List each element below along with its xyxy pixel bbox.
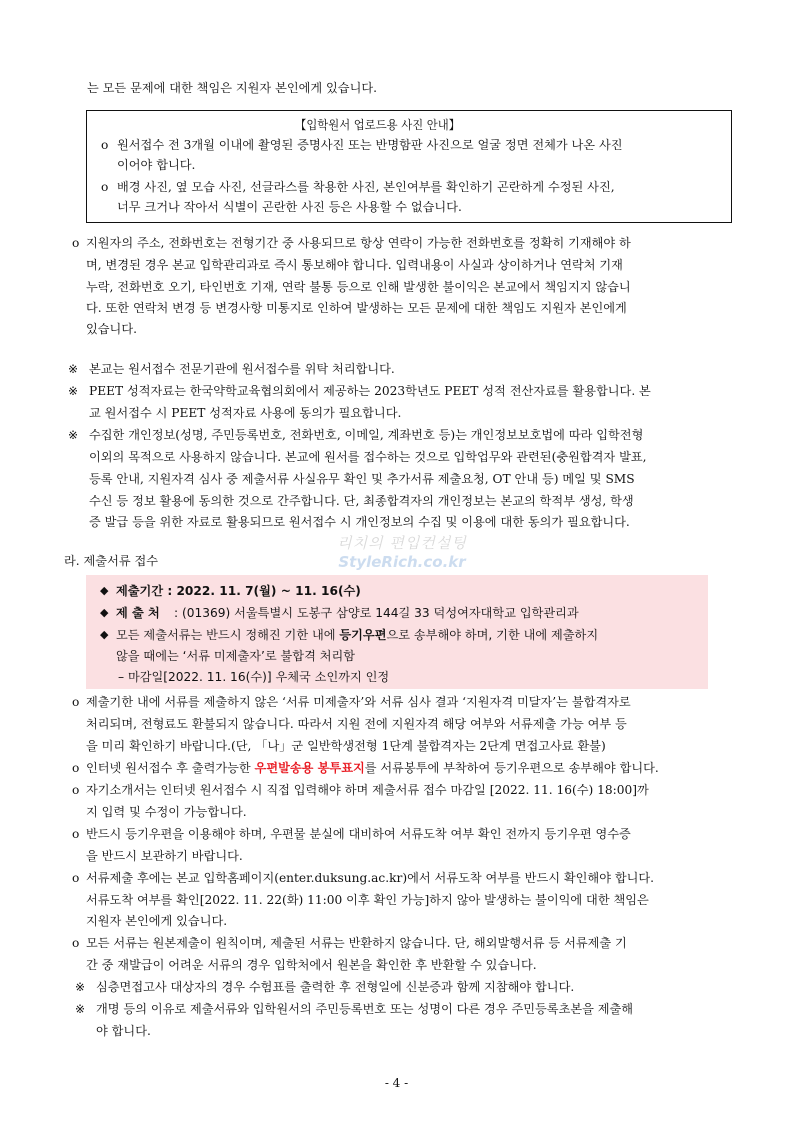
note-mark-4: ※ [75,980,86,994]
submission-item-5-cont-1: 서류도착 여부를 확인[2022. 11. 22(화) 11:00 이후 확인 가능]하지 않아 발생하는 불이익에 대한 책임은 [86,893,649,907]
note-2: PEET 성적자료는 한국약학교육협의회에서 제공하는 2023학년도 PEET 성적 전산자료를 활용합니다. 본 [89,384,651,398]
note-3: 수집한 개인정보(성명, 주민등록번호, 전화번호, 이메일, 계좌번호 등)는 개인정보보호법에 따라 입학전형 [89,428,644,442]
submission-destination-value: : (01369) 서울특별시 도봉구 삼양로 144길 33 덕성여자대학교 입학관리과 [174,606,579,620]
submission-item-3: 자기소개서는 인터넷 원서접수 시 직접 입력해야 하며 제출서류 접수 마감일 [2022. 11. 16(수) 18:00]까 [86,783,649,797]
contact-line-4: 다. 또한 연락처 변경 등 변경사항 미통지로 인하여 발생하는 모든 문제에 대한 책임도 지원자 본인에게 [86,301,627,315]
diamond-icon: ◆ [100,628,109,641]
section-heading: 라. 제출서류 접수 [64,554,159,568]
note-3-cont-4: 증 발급 등을 위한 자료로 활용되므로 원서접수 시 개인정보의 수집 및 이용에 대한 동의가 필요합니다. [89,515,630,529]
contact-line-2: 며, 변경된 경우 본교 입학관리과로 즉시 통보해야 합니다. 입력내용이 사실과 상이하거나 연락처 기재 [86,258,623,272]
submission-bullet-1: o [72,695,80,709]
submission-bullet-6: o [72,936,80,950]
submission-rule-cont: 않을 때에는 ‘서류 미제출자’로 불합격 처리함 [116,649,356,663]
submission-item-6: 모든 서류는 원본제출이 원칙이며, 제출된 서류는 반환하지 않습니다. 단, 해외발행서류 등 서류제출 기 [86,936,627,950]
submission-item-2-post: 를 서류봉투에 부착하여 등기우편으로 송부해야 합니다. [364,761,659,775]
note-4: 심층면접고사 대상자의 경우 수험표를 출력한 후 전형일에 신분증과 함께 지참해야 합니다. [96,980,575,994]
submission-period: 제출기간 : 2022. 11. 7(월) ~ 11. 16(수) [116,584,361,598]
submission-item-5: 서류제출 후에는 본교 입학홈페이지(enter.duksung.ac.kr)에서 서류도착 여부를 반드시 확인해야 합니다. [86,871,655,885]
submission-item-2 [86,760,659,776]
note-3-cont-3: 수신 등 정보 활용에 동의한 것으로 간주합니다. 단, 최종합격자의 개인정보는 본교의 학적부 생성, 학생 [89,494,634,508]
submission-bullet-2: o [72,761,80,775]
photo-guide-bullet-1: o [101,138,109,152]
watermark-line-2: StyleRich.co.kr [338,553,466,571]
submission-item-3-cont: 지 입력 및 수정이 가능합니다. [86,805,247,819]
contact-bullet: o [72,236,80,250]
photo-guide-item-1: 원서접수 전 3개월 이내에 촬영된 증명사진 또는 반명함판 사진으로 얼굴 정면 전체가 나온 사진 [117,138,623,152]
submission-item-1-cont-1: 처리되며, 전형료도 환불되지 않습니다. 따라서 지원 전에 지원자격 해당 여부와 서류제출 가능 여부 등 [86,717,627,731]
note-3-cont-2: 등록 안내, 지원자격 심사 중 제출서류 사실유무 확인 및 추가서류 제출요청, OT 안내 등) 메일 및 SMS [89,472,635,486]
note-mark-3: ※ [68,428,79,442]
photo-guide-item-1-cont: 이어야 합니다. [117,158,196,172]
photo-guide-title: 【입학원서 업로드용 사진 안내】 [294,118,461,132]
submission-item-1-cont-2: 을 미리 확인하기 바랍니다.(단, 「나」군 일반학생전형 1단계 불합격자는 2단계 면접고사료 환불) [86,739,606,753]
note-1: 본교는 원서접수 전문기관에 원서접수를 위탁 처리합니다. [89,362,395,376]
submission-item-2-pre: 인터넷 원서접수 후 출력가능한 [86,761,255,775]
diamond-icon: ◆ [100,584,109,597]
submission-item-6-cont: 간 중 재발급이 어려운 서류의 경우 입학처에서 원본을 확인한 후 반환할 수 있습니다. [86,958,537,972]
note-5: 개명 등의 이유로 제출서류와 입학원서의 주민등록번호 또는 성명이 다른 경우 주민등록초본을 제출해 [96,1002,634,1016]
note-mark-5: ※ [75,1002,86,1016]
watermark-line-1: 리치의 편입컨설팅 [337,534,467,552]
diamond-icon: ◆ [100,606,109,619]
submission-item-4: 반드시 등기우편을 이용해야 하며, 우편물 분실에 대비하여 서류도착 여부 확인 전까지 등기우편 영수증 [86,827,631,841]
submission-bullet-4: o [72,827,80,841]
photo-guide-item-2: 배경 사진, 옆 모습 사진, 선글라스를 착용한 사진, 본인여부를 확인하기 곤란하게 수정된 사진, [117,180,615,194]
submission-rule-pre: 모든 제출서류는 반드시 정해진 기한 내에 [116,628,340,642]
photo-guide-item-2-cont: 너무 크거나 작아서 식별이 곤란한 사진 등은 사용할 수 없습니다. [117,200,462,214]
envelope-cover-highlight: 우편발송용 봉투표지 [254,761,365,775]
submission-bullet-3: o [72,783,80,797]
note-5-cont: 야 합니다. [96,1024,151,1038]
submission-item-5-cont-2: 지원자 본인에게 있습니다. [86,914,228,928]
note-mark-2: ※ [68,384,79,398]
contact-line-1: 지원자의 주소, 전화번호는 전형기간 중 사용되므로 항상 연락이 가능한 전화번호를 정확히 기재해야 하 [86,236,631,250]
contact-line-5: 있습니다. [86,322,137,336]
page-number: - 4 - [384,1076,409,1090]
submission-deadline: – 마감일[2022. 11. 16(수)] 우체국 소인까지 인정 [118,670,390,684]
submission-item-4-cont: 을 반드시 보관하기 바랍니다. [86,849,243,863]
watermark [322,532,482,571]
submission-bullet-5: o [72,871,80,885]
contact-line-3: 누락, 전화번호 오기, 타인번호 기재, 연락 불통 등으로 인해 발생한 불이익은 본교에서 책임지지 않습니 [86,280,631,294]
photo-guide-bullet-2: o [101,180,109,194]
submission-rule-post: 으로 송부해야 하며, 기한 내에 제출하지 [386,628,599,642]
submission-destination-label: 제 출 처 [116,606,160,620]
note-3-cont-1: 이외의 목적으로 사용하지 않습니다. 본교에 원서를 접수하는 것으로 입학업무와 관련된(충원합격자 발표, [89,450,647,464]
submission-rule [116,627,598,643]
note-mark-1: ※ [68,362,79,376]
submission-rule-bold: 등기우편 [339,628,387,642]
note-2-cont: 교 원서접수 시 PEET 성적자료 사용에 동의가 필요합니다. [89,406,402,420]
intro-text: 는 모든 문제에 대한 책임은 지원자 본인에게 있습니다. [87,81,378,95]
submission-item-1: 제출기한 내에 서류를 제출하지 않은 ‘서류 미제출자’와 서류 심사 결과 ‘지원자격 미달자’는 불합격자로 [86,695,631,709]
